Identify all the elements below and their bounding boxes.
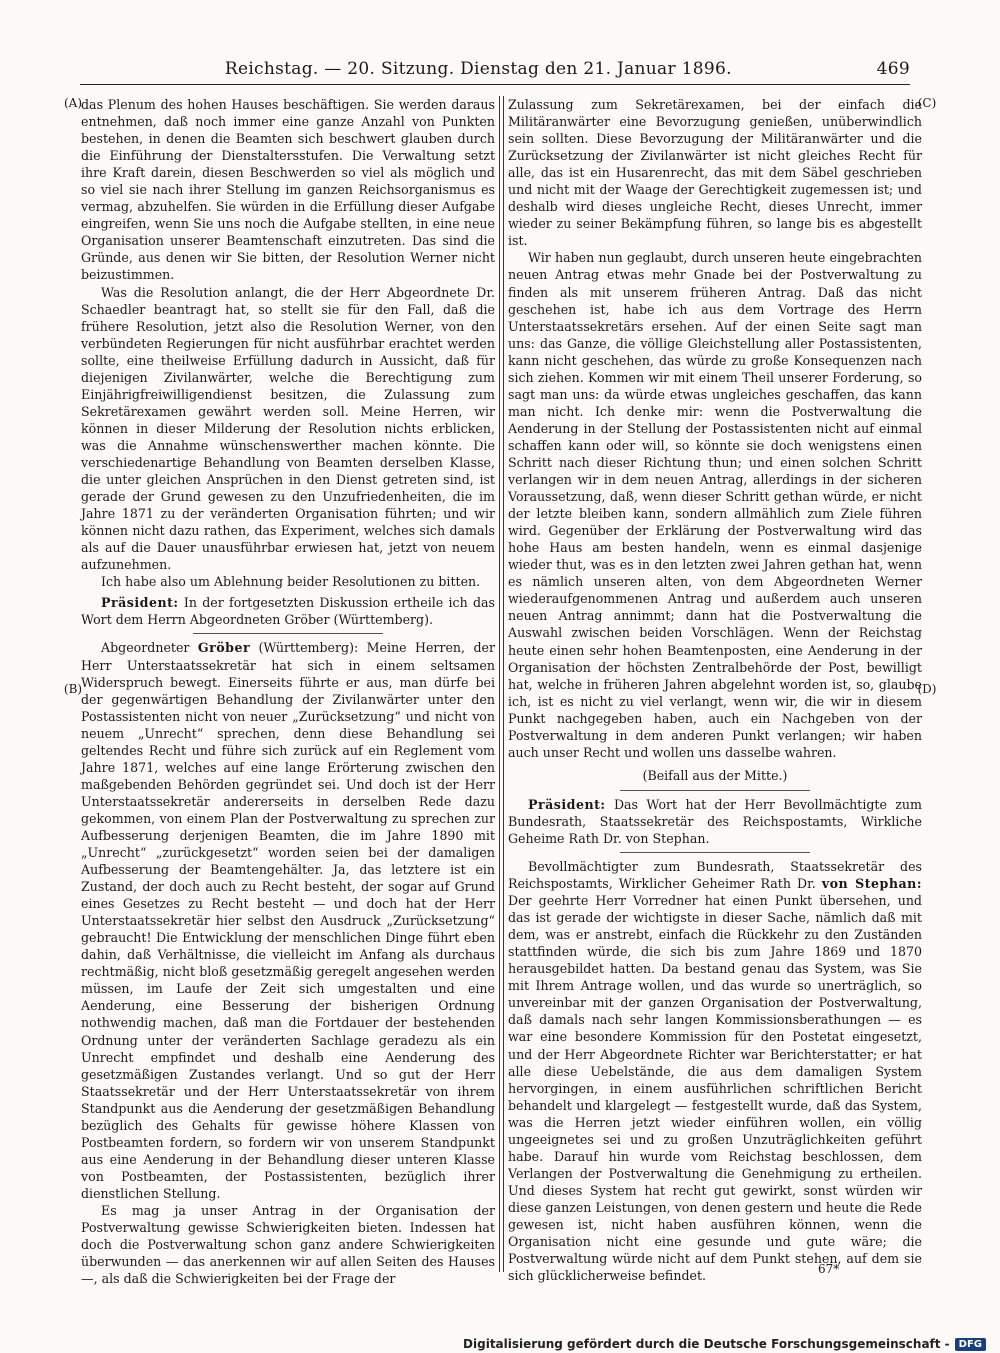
column-divider-second [503, 96, 504, 1272]
right-column [508, 96, 922, 1284]
signature-mark: 67* [818, 1262, 840, 1276]
margin-marker-b: (B) [63, 682, 83, 696]
speaker-name: Gröber [197, 640, 251, 656]
column-divider [499, 96, 500, 1272]
dfg-logo-icon: DFG [955, 1338, 986, 1351]
left-column [81, 96, 495, 1287]
paragraph: Was die Resolution anlangt, die der Herr Abgeordnete Dr. Schaedler beantragt hat, so stellt sie für den Fall, daß die frühere Resolution, jetzt also die Resolution Werner, von den verbündeten Regierungen für nicht ausführbar erachtet werden sollte, eine theilweise Erfüllung dadurch in Aussicht, daß für diejenigen Zivilanwärter, welche die Berechtigung zum Einjährigfreiwilligendienst besitzen, die Zulassung zum Sekretärexamen gewährt werden soll. Meine Herren, wir können in dieser Milderung der Resolution nichts erblicken, was die Annahme wünschenswerther machen könnte. Die verschiedenartige Behandlung von Beamten derselben Klasse, die unter gleichen Ansprüchen in den Dienst getreten sind, ist gerade der Grund gewesen zu den Unzufriedenheiten, die im Jahre 1871 zu der veränderten Organisation führten; und wir können nicht dazu rathen, das Experiment, welches sich damals als auf die Dauer unausführbar erwiesen hat, jetzt von neuem aufzunehmen. [81, 284, 495, 573]
applause-note: (Beifall aus der Mitte.) [642, 767, 788, 783]
president-paragraph [508, 796, 922, 847]
speech-paragraph [81, 639, 495, 1202]
footer-text: Digitalisierung gefördert durch die Deutsche Forschungsgemeinschaft - [463, 1337, 950, 1351]
speaker-prefix: Abgeordneter [101, 640, 190, 656]
digitization-footer [463, 1337, 986, 1351]
section-rule [193, 633, 383, 634]
margin-marker-a: (A) [63, 96, 83, 110]
speech-text: Der geehrte Herr Vorredner hat einen Punkt übersehen, und das ist gerade der wichtigste in dieser Sache, nämlich daß mit dem, was er anstrebt, einfach die Rückkehr zu den Zuständen stattfinden würde, die sich bis zum Jahre 1869 und 1870 herausgebildet hatten. Da bestand genau das System, was Sie mit Ihrem Antrage wollen, und das wurde so unerträglich, so unvereinbar mit der ganzen Organisation der Postverwaltung, daß damals nach sehr langen Kommissionsberathungen — es war eine besondere Kommission für den Postetat eingesetzt, und der Herr Abgeordnete Richter war Berichterstatter; er hat alle diese Uebelstände, die aus dem damaligen System hervorgingen, in einem ausführlichen schriftlichen Bericht behandelt und klargelegt — festgestellt wurde, daß das System, was die Herren jetzt wieder einführen wollen, ein völlig ungeeignetes sei und zu großen Unzuträglichkeiten geführt habe. Darauf hin wurde vom Reichstag beschlossen, dem Verlangen der Postverwaltung die Genehmigung zu ertheilen. Und dieses System hat recht gut gewirkt, sonst würden wir diese ganzen Leistungen, von denen gestern und heute die Rede gewesen ist, nicht haben ausführen können, wenn die Organisation nicht eine gesunde und gute wäre; die Postverwaltung würde nicht auf dem Punkt stehen, auf dem sie sich glücklicherweise befindet. [508, 893, 922, 1284]
president-paragraph [81, 594, 495, 628]
paragraph: Es mag ja unser Antrag in der Organisation der Postverwaltung gewisse Schwierigkeiten bieten. Indessen hat doch die Postverwaltung schon ganz andere Schwierigkeiten überwunden — das anerkennen wir auf allen Seiten des Hauses —, als daß die Schwierigkeiten bei der Frage der [81, 1203, 495, 1287]
speaker-name: Präsident: [528, 796, 606, 812]
speech-text: (Württemberg): Meine Herren, der Herr Unterstaatssekretär hat sich in einem seltsamen Widerspruch bewegt. Einerseits führte er aus, man dürfe bei der gegenwärtigen Behandlung der Zivilanwärter unter den Postassistenten nicht von neuer „Zurücksetzung“ und nicht von neuem „Unrecht“ sprechen, denn diese Behandlung sei geltendes Recht und führe sich zurück auf ein Reglement vom Jahre 1871, welches auf eine lange Erörterung zwischen den maßgebenden Behörden gegründet sei. Und doch ist der Herr Unterstaatssekretär andererseits in derselben Rede dazu gekommen, von einem Plan der Postverwaltung zu sprechen zur Aufbesserung derjenigen Beamten, die im Jahre 1890 mit „Unrecht“ „zurückgesetzt“ worden seien bei der damaligen Aufbesserung der Beamtengehälter. Ja, das letztere ist ein Zustand, der doch auch zu Recht besteht, der sogar auf Grund eines Gesetzes zu Recht besteht — und doch hat der Herr Unterstaatssekretär hier selbst den Ausdruck „Zurücksetzung“ gebraucht! Die Entwicklung der menschlichen Dinge führt eben dahin, daß Verhältnisse, die vielleicht im Anfang als durchaus rechtmäßig, nicht bloß gesetzmäßig geregelt angesehen werden müssen, im Laufe der Zeit sich umgestalten und eine Aenderung, eine Besserung der bisherigen Ordnung nothwendig machen, daß man die Fortdauer der bestehenden Ordnung unter der veränderten Sachlage geradezu als ein Unrecht empfindet und deshalb eine Aenderung des gesetzmäßigen Zustandes verlangt. Und so gut der Herr Staatssekretär und der Herr Unterstaatssekretär von ihrem Standpunkt aus die Aenderung der gesetzmäßigen Behandlung bezüglich des Gehalts für gewisse höhere Klassen von Postbeamten fordern, so fordern wir von unserem Standpunkt aus eine Aenderung in der Behandlung dieser unteren Klasse von Postbeamten, der Postassistenten, bezüglich ihrer dienstlichen Stellung. [81, 640, 495, 1201]
section-rule [620, 790, 810, 791]
paragraph: Wir haben nun geglaubt, durch unseren heute eingebrachten neuen Antrag etwas mehr Gnade bei der Postverwaltung zu finden als mit unserem früheren Antrag. Daß das nicht geschehen ist, habe ich aus dem Vortrage des Herrn Unterstaatssekretärs ersehen. Auf der einen Seite sagt man uns: das Ganze, die völlige Gleichstellung aller Postassistenten, kann nicht geschehen, das würde zu große Konsequenzen nach sich ziehen. Kommen wir mit einem Theil unserer Forderung, so sagt man uns: da würde etwas ungleiches geschaffen, das kann man nicht. Ich denke mir: wenn die Postverwaltung die Aenderung in der Stellung der Postassistenten nicht auf einmal schaffen kann oder will, so könnte sie doch wenigstens einen Schritt nach dieser Richtung thun; und einen solchen Schritt verlangen wir in dem neuen Antrag, allerdings in der sicheren Voraussetzung, daß, wenn dieser Schritt gethan würde, er nicht der letzte bleiben kann, sondern allmählich zum Ziele führen wird. Gegenüber der Erklärung der Postverwaltung wird das hohe Haus am besten handeln, wenn es einmal dasjenige wieder thut, was es in den letzten zwei Jahren gethan hat, wenn es nämlich unseren alten, von dem Abgeordneten Werner wiederaufgenommenen Antrag und außerdem auch unseren neuen Antrag annimmt; dann hat die Postverwaltung die Auswahl zwischen beiden Vorschlägen. Wenn der Reichstag heute einen sehr hohen Beamtenposten, eine Aenderung in der Organisation der höchsten Zentralbehörde der Post, bewilligt hat, welche in früheren Jahren abgelehnt worden ist, so, glaube ich, ist es nicht zu viel verlangt, wenn wir, die wir in diesem Punkt nachgegeben haben, auch ein Nachgeben von der Postverwaltung in dem anderen Punkt verlangen; wir haben auch unser Recht und wollen uns dasselbe wahren. [508, 250, 922, 760]
paragraph: Zulassung zum Sekretärexamen, bei der einfach die Militäranwärter eine Bevorzugung genießen, unüberwindlich sein sollten. Diese Bevorzugung der Militäranwärter und die Zurücksetzung der Zivilanwärter ist nicht gleiches Recht für alle, das ist ein Husarenrecht, das mit dem Säbel geschrieben und nicht mit der Waage der Gerechtigkeit zugemessen ist; und deshalb wird dieses ungleiche Recht, dieses Unrecht, immer wieder zu seiner Bekämpfung führen, so lange bis es abgestellt ist. [508, 97, 922, 249]
paragraph: das Plenum des hohen Hauses beschäftigen. Sie werden daraus entnehmen, daß noch immer eine ganze Anzahl von Punkten bestehen, in denen die Beamten sich beschwert glauben durch die Einführung der Dienstaltersstufen. Die Verwaltung setzt ihre Kraft darein, diesen Beschwerden so viel als möglich und so viel sie nach ihrer Stellung im ganzen Reichsorganismus es vermag, abzuhelfen. Sie würden in die Erfüllung dieser Aufgabe eingreifen, wenn Sie uns noch die Aufgabe stellten, in eine neue Organisation unserer Beamtenschaft einzutreten. Das sind die Gründe, aus denen wir Sie bitten, der Resolution Werner nicht beizustimmen. [81, 97, 495, 283]
header-rule [80, 84, 910, 85]
speech-text: In der fortgesetzten Diskussion ertheile ich das Wort dem Herrn Abgeordneten Gröber (Württemberg). [81, 595, 495, 628]
speech-paragraph [508, 858, 922, 1284]
running-header [80, 56, 910, 82]
paragraph: Ich habe also um Ablehnung beider Resolutionen zu bitten. [101, 574, 481, 590]
margin-marker-c: (C) [917, 96, 937, 110]
margin-marker-d: (D) [917, 682, 937, 696]
section-rule [620, 852, 810, 853]
header-title: Reichstag. — 20. Sitzung. Dienstag den 21. Januar 1896. [224, 59, 732, 79]
page-number: 469 [876, 59, 910, 79]
speech-text: Das Wort hat der Herr Bevollmächtigte zum Bundesrath, Staatssekretär des Reichspostamts, Wirkliche Geheime Rath Dr. von Stephan. [508, 796, 922, 846]
speaker-name: Präsident: [101, 595, 179, 611]
speaker-prefix: Bevollmächtigter zum Bundesrath, Staatssekretär des Reichspostamts, Wirklicher Geheimer Rath Dr. [508, 859, 922, 892]
speaker-name: von Stephan: [821, 876, 922, 892]
